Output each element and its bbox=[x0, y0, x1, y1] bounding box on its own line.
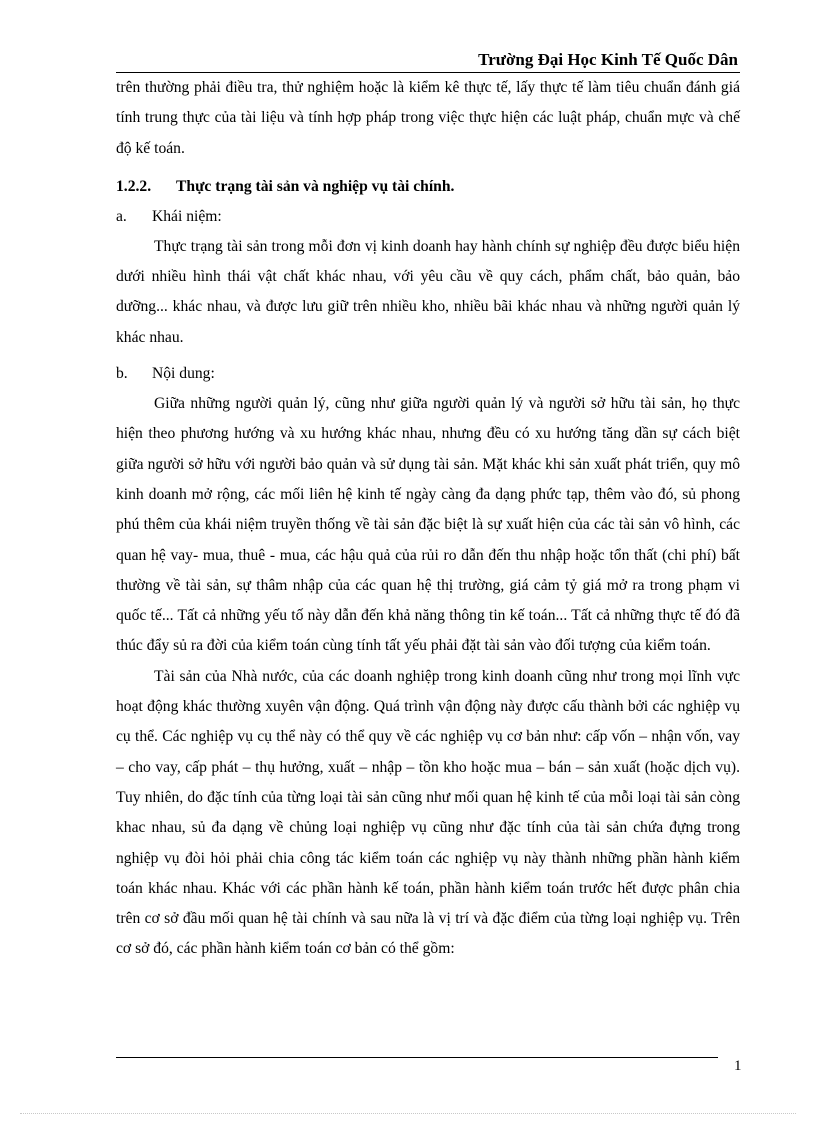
body-paragraph: Tài sản của Nhà nước, của các doanh nghiệp trong kinh doanh cũng như trong mọi lĩnh vực hoạt động khác thường xuyên vận động. Quá trình vận động này được cấu thành bởi các nghiệp vụ cụ thể. Các nghiệp vụ cụ thể này có thể quy về các nghiệp vụ cơ bản như: cấp vốn – nhận vốn, vay – cho vay, cấp phát – thụ hưởng, xuất – nhập – tồn kho hoặc mua – bán – sản xuất (hoặc dịch vụ). Tuy nhiên, do đặc tính của từng loại tài sản cũng như mối quan hệ kinh tế của mỗi loại tài sản còng khac nhau, sủ đa dạng về chủng loại nghiệp vụ cũng như đặc tính của tài sản chứa đựng trong nghiệp vụ đòi hỏi phải chia công tác kiểm toán các nghiệp vụ này thành những phần hành kiểm toán khác nhau. Khác với các phần hành kế toán, phần hành kiểm toán trước hết được phân chia trên cơ sở đầu mối quan hệ tài chính và sau nữa là vị trí và đặc điểm của từng loại nghiệp vụ. Trên cơ sở đó, các phần hành kiểm toán cơ bản có thể gồm: bbox=[116, 667, 740, 958]
section-heading bbox=[116, 172, 740, 202]
section-title: Thực trạng tài sản và nghiệp vụ tài chính. bbox=[176, 177, 455, 195]
page-header bbox=[116, 48, 740, 73]
body-paragraph: Giữa những người quản lý, cũng như giữa người quản lý và người sở hữu tài sản, họ thực hiện theo phương hướng và xu hướng khác nhau, nhưng đều có xu hướng tăng dần sự cách biệt giữa người sở hữu với người bảo quản và sử dụng tài sản. Mặt khác khi sản xuất phát triển, quy mô kinh doanh mở rộng, các mối liên hệ kinh tế ngày càng đa dạng phức tạp, thêm vào đó, sủ phong phú thêm của khái niệm truyền thống về tài sản đặc biệt là sự xuất hiện của các tài sản vô hình, các quan hệ vay- mua, thuê - mua, các hậu quả của rủi ro dẫn đến thu nhập hoặc tổn thất (chi phí) bất thường về tài sản, sự thâm nhập của các quan hệ thị trường, giá cảm tỷ giá mở ra trong phạm vi quốc tế... Tất cả những yếu tố này dẫn đến khả năng thông tin kế toán... Tất cả những thực tế đó đã thúc đẩy sủ ra đời của kiểm toán cùng tính tất yếu phải đặt tài sản vào đối tượng của kiểm toán. bbox=[116, 395, 740, 655]
subsection-b-label: Nội dung: bbox=[152, 365, 215, 383]
subsection-a-heading bbox=[116, 202, 740, 232]
section-number: 1.2.2. bbox=[116, 177, 152, 195]
subsection-a-marker: a. bbox=[116, 207, 127, 225]
document-body bbox=[116, 73, 740, 965]
page-number: 1 bbox=[734, 1058, 742, 1074]
page-edge-divider bbox=[20, 1113, 796, 1114]
subsection-b-marker: b. bbox=[116, 365, 128, 383]
subsection-b-heading bbox=[116, 359, 740, 389]
header-title: Trường Đại Học Kinh Tế Quốc Dân bbox=[478, 50, 738, 69]
subsection-a-label: Khái niệm: bbox=[152, 207, 222, 225]
body-paragraph: Thực trạng tài sản trong mỗi đơn vị kinh doanh hay hành chính sự nghiệp đều được biểu hiện dưới nhiều hình thái vật chất khác nhau, với yêu cầu về quy cách, phẩm chất, bảo quản, bảo dưỡng... khác nhau, và được lưu giữ trên nhiều kho, nhiều bãi khác nhau và những người quản lý khác nhau. bbox=[116, 237, 740, 346]
footer-rule bbox=[116, 1057, 718, 1058]
body-paragraph: trên thường phải điều tra, thử nghiệm hoặc là kiểm kê thực tế, lấy thực tế làm tiêu chuẩn đánh giá tính trung thực của tài liệu và tính hợp pháp trong việc thực hiện các luật pháp, chuẩn mực và chế độ kế toán. bbox=[116, 79, 740, 157]
